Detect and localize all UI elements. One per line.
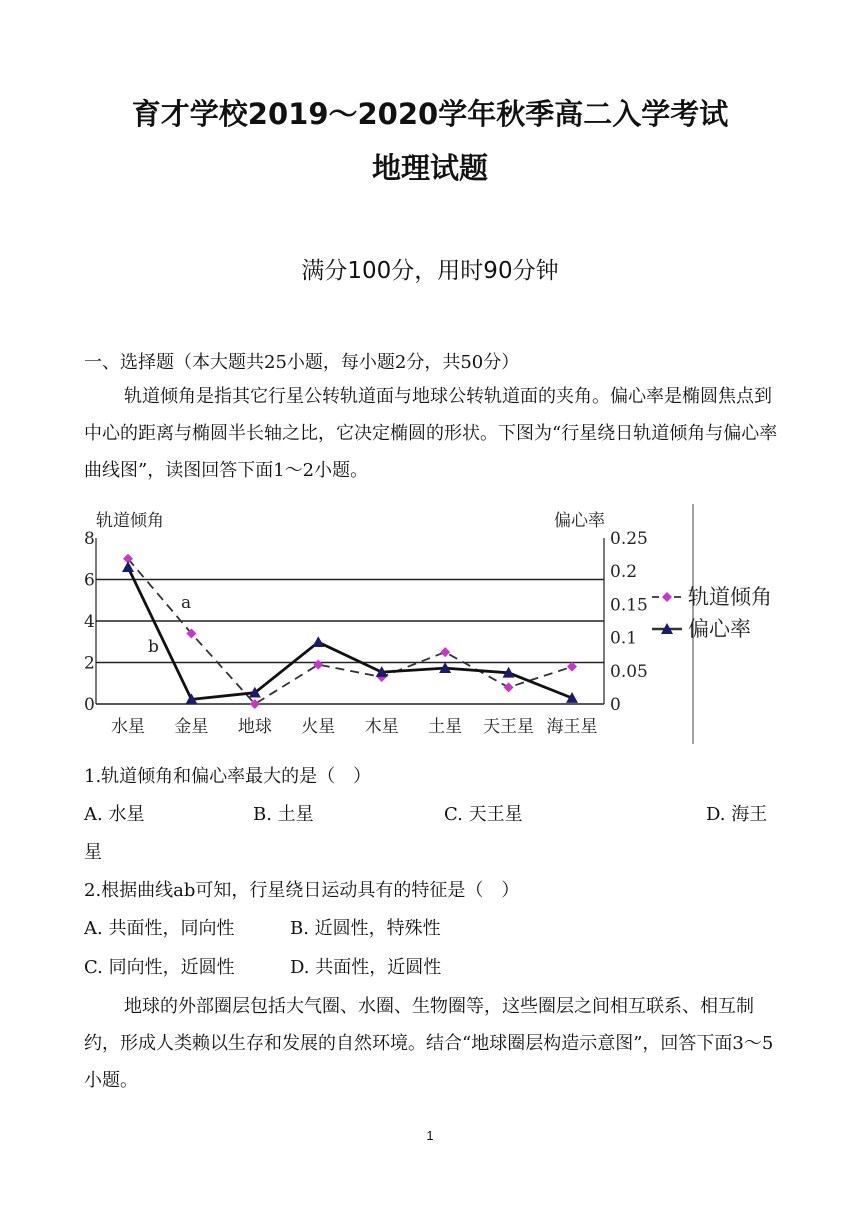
left-tick-label: 2 — [84, 653, 95, 674]
right-tick-label: 0.1 — [610, 628, 638, 649]
question-2-stem: 2.根据曲线ab可知，行星绕日运动具有的特征是（ ） — [84, 880, 520, 901]
right-tick-label: 0.25 — [610, 529, 648, 549]
planet-orbit-chart — [84, 502, 778, 747]
data-point-diamond — [504, 682, 514, 692]
q1-option-b: B. 土星 — [253, 804, 314, 825]
q1-option-a: A. 水星 — [84, 804, 145, 825]
right-tick-label: 0.15 — [610, 595, 648, 616]
q2-option-d: D. 共面性，近圆性 — [290, 957, 442, 978]
data-point-diamond — [313, 660, 323, 670]
left-tick-label: 6 — [84, 570, 95, 591]
right-tick-label: 0.2 — [610, 562, 638, 583]
exam-title: 育才学校2019～2020学年秋季高二入学考试 — [131, 97, 729, 131]
data-point-diamond — [440, 647, 450, 657]
left-tick-label: 4 — [84, 612, 95, 632]
q2-option-c: C. 同向性，近圆性 — [84, 957, 235, 978]
q1-option-d: D. 海王 — [706, 804, 768, 825]
right-axis-title: 偏心率 — [554, 511, 605, 531]
category-label: 水星 — [111, 717, 145, 737]
q1-option-d-wrap: 星 — [84, 842, 102, 863]
right-tick-label: 0 — [610, 695, 621, 715]
left-axis-title: 轨道倾角 — [96, 511, 164, 531]
right-tick-label: 0.05 — [610, 661, 648, 682]
category-label: 火星 — [301, 717, 336, 737]
category-label: 天王星 — [483, 717, 535, 737]
subject-title: 地理试题 — [371, 151, 488, 185]
page-number: 1 — [426, 1128, 434, 1143]
legend-marker-diamond — [662, 592, 672, 602]
q1-option-c: C. 天王星 — [444, 804, 523, 825]
legend-label: 轨道倾角 — [688, 585, 772, 609]
left-tick-label: 8 — [84, 529, 95, 549]
q2-option-b: B. 近圆性，特殊性 — [290, 918, 441, 939]
annotation-b: b — [148, 637, 159, 657]
annotation-a: a — [181, 593, 192, 613]
category-label: 海王星 — [546, 717, 598, 737]
left-tick-label: 0 — [84, 695, 95, 715]
section-heading: 一、选择题（本大题共25小题，每小题2分，共50分） — [84, 352, 520, 373]
data-point-triangle — [312, 636, 324, 647]
category-label: 木星 — [364, 717, 399, 737]
q2-option-a: A. 共面性，同向性 — [84, 918, 235, 939]
category-label: 地球 — [237, 717, 272, 737]
series-line-1 — [128, 559, 572, 704]
score-time-line: 满分100分，用时90分钟 — [301, 258, 559, 284]
intro-paragraph-2: 地球的外部圈层包括大气圈、水圈、生物圈等，这些圈层之间相互联系、相互制约，形成人类赖以生存和发展的自然环境。结合“地球圈层构造示意图”，回答下面3～5小题。 — [84, 996, 774, 1091]
question-1-stem: 1.轨道倾角和偏心率最大的是（ ） — [84, 766, 372, 787]
category-label: 金星 — [174, 717, 209, 737]
intro-paragraph-1: 轨道倾角是指其它行星公转轨道面与地球公转轨道面的夹角。偏心率是椭圆焦点到中心的距离与椭圆半长轴之比，它决定椭圆的形状。下图为“行星绕日轨道倾角与偏心率曲线图”，读图回答下面1～2小题。 — [84, 386, 778, 481]
legend-label: 偏心率 — [688, 617, 751, 641]
category-label: 土星 — [428, 717, 463, 737]
